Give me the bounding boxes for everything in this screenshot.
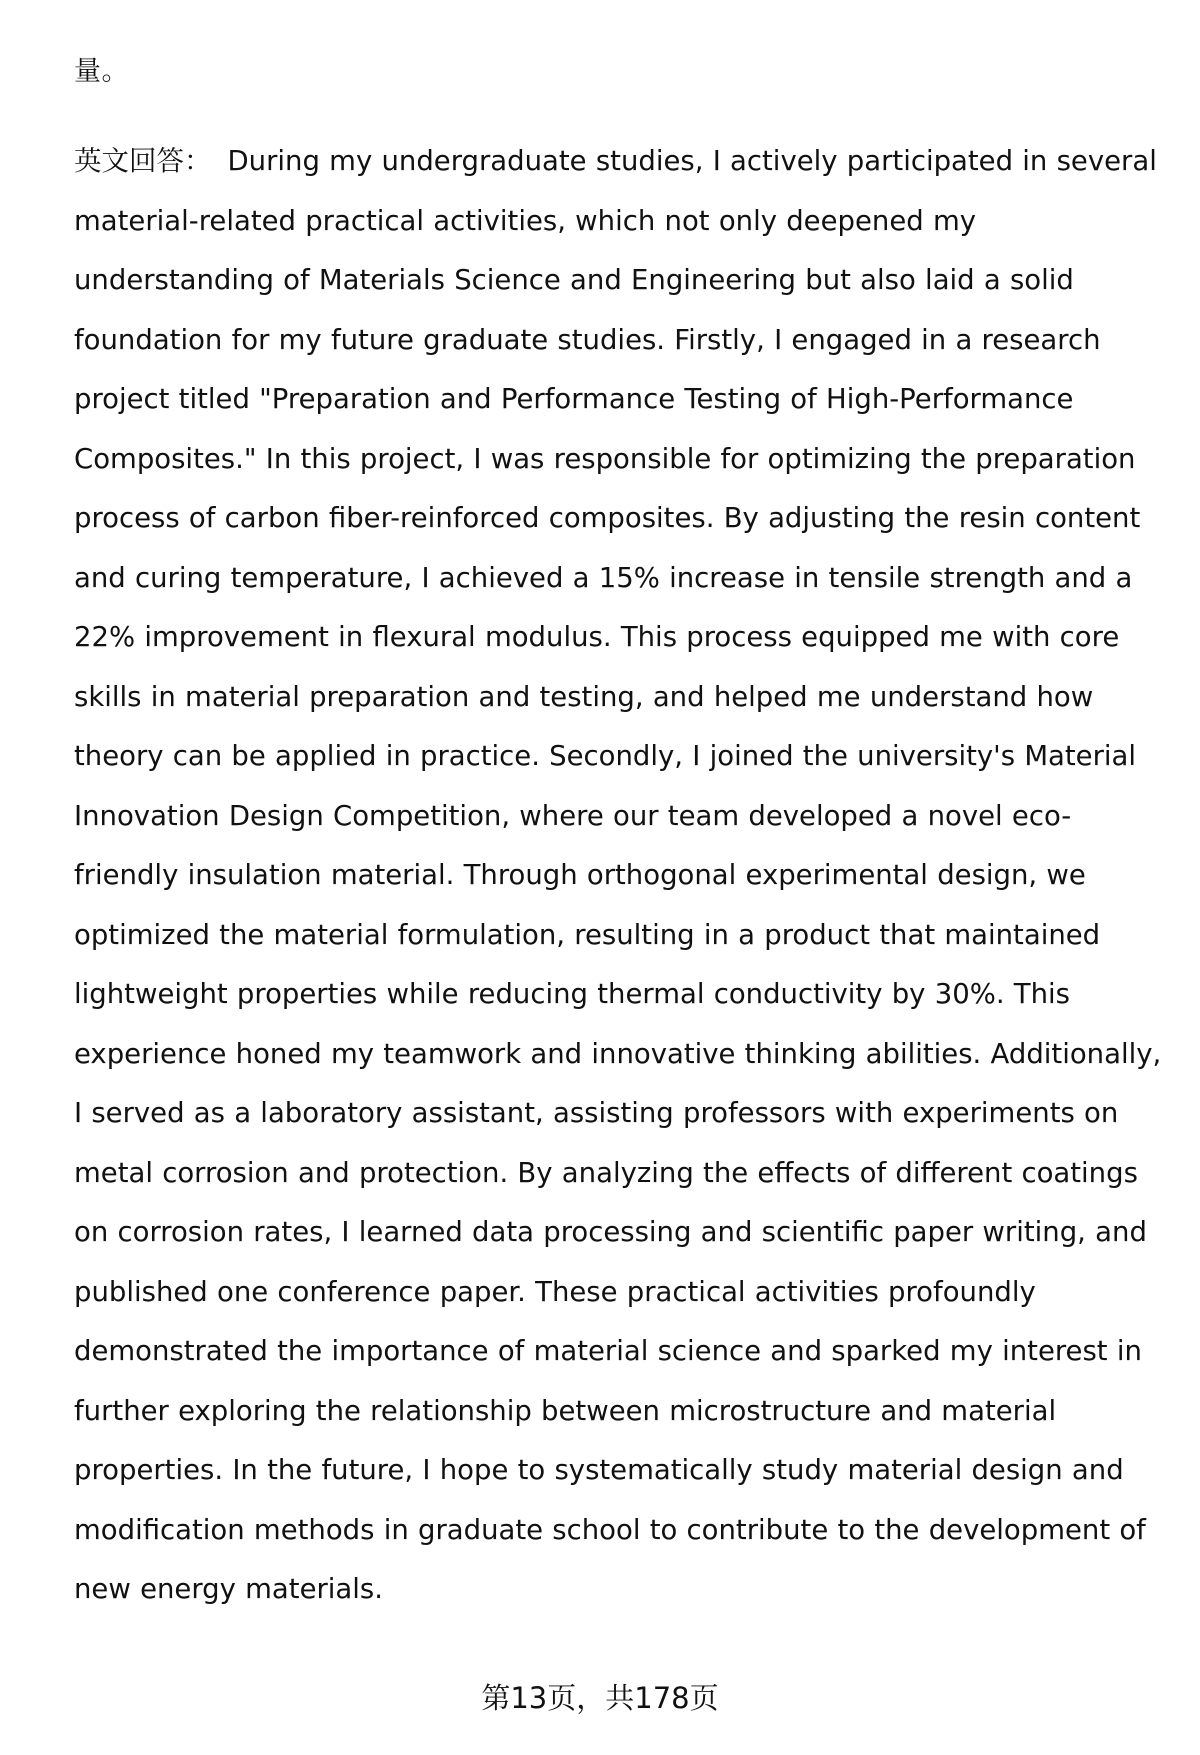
page-number-footer: 第13页，共178页 xyxy=(481,1681,719,1715)
answer-text: During my undergraduate studies, I actively participated in several material-related practical activities, which not only deepened my understanding of Materials Science and Engineering but also laid a solid foundation for my future graduate studies. Firstly, I engaged in a research project titled "Preparation and Performance Testing of High-Performance Composites." In this project, I was responsible for optimizing the preparation process of carbon fiber-reinforced composites. By adjusting the resin content and curing temperature, I achieved a 15% increase in tensile strength and a 22% improvement in flexural modulus. This process equipped me with core skills in material preparation and testing, and helped me understand how theory can be applied in practice. Secondly, I joined the university's Material Innovation Design Competition, where our team developed a novel eco-friendly insulation material. Through orthogonal experimental design, we optimized the material formulation, resulting in a product that maintained lightweight properties while reducing thermal conductivity by 30%. This experience honed my teamwork and innovative thinking abilities. Additionally, I served as a laboratory assistant, assisting professors with experiments on metal corrosion and protection. By analyzing the effects of different coatings on corrosion rates, I learned data processing and scientific paper writing, and published one conference paper. These practical activities profoundly demonstrated the importance of material science and sparked my interest in further exploring the relationship between microstructure and material properties. In the future, I hope to systematically study material design and modification methods in graduate school to contribute to the development of new energy materials. xyxy=(74,145,1162,1605)
answer-label: 英文回答： xyxy=(74,145,212,177)
leadin-text: 量。 xyxy=(74,56,129,87)
english-answer-paragraph xyxy=(74,132,1170,1620)
document-body xyxy=(74,52,1170,1620)
